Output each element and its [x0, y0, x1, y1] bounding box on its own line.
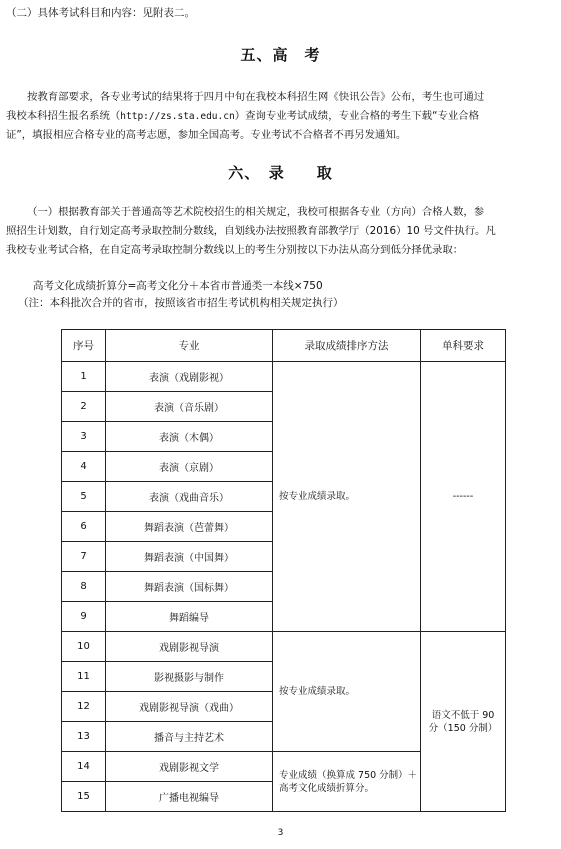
row-number: 12	[62, 692, 106, 722]
ranking-method-group2: 按专业成绩录取。	[273, 632, 421, 752]
score-formula: 高考文化成绩折算分=高考文化分＋本省市普通类一本线×750	[33, 280, 323, 292]
col-header-method: 录取成绩排序方法	[273, 330, 421, 362]
major-name: 戏剧影视导演	[106, 632, 273, 662]
row-number: 13	[62, 722, 106, 752]
subject-requirement-group1: ------	[421, 362, 506, 632]
row-number: 3	[62, 422, 106, 452]
row-number: 6	[62, 512, 106, 542]
row-number: 9	[62, 602, 106, 632]
major-name: 舞蹈表演（芭蕾舞）	[106, 512, 273, 542]
ranking-method-group3	[273, 752, 421, 812]
col-header-requirement: 单科要求	[421, 330, 506, 362]
paragraph-line: 按教育部要求，各专业考试的结果将于四月中旬在我校本科招生网《快讯公告》公布，考生也可通过	[27, 91, 485, 103]
subject-requirement-group2	[421, 632, 506, 812]
row-number: 4	[62, 452, 106, 482]
major-name: 舞蹈表演（中国舞）	[106, 542, 273, 572]
row-number: 10	[62, 632, 106, 662]
row-number: 14	[62, 752, 106, 782]
paragraph-line: 我校专业考试合格，在自定高考录取控制分数线以上的考生分别按以下办法从高分到低分择优录取：	[6, 244, 464, 256]
subsection-line: （二）具体考试科目和内容：见附表二。	[6, 7, 195, 19]
major-name: 表演（京剧）	[106, 452, 273, 482]
major-name: 表演（音乐剧）	[106, 392, 273, 422]
col-header-no: 序号	[62, 330, 106, 362]
ranking-method-group1: 按专业成绩录取。	[273, 362, 421, 632]
row-number: 7	[62, 542, 106, 572]
row-number: 2	[62, 392, 106, 422]
paragraph-line: 我校本科招生报名系统（http://zs.sta.edu.cn）查询专业考试成绩，专业合格的考生下载“专业合格	[6, 110, 480, 122]
table-row	[62, 632, 506, 662]
major-name: 广播电视编导	[106, 782, 273, 812]
requirement-line: 分（150 分制）	[428, 722, 498, 734]
row-number: 15	[62, 782, 106, 812]
paragraph-line: （一）根据教育部关于普通高等艺术院校招生的相关规定，我校可根据各专业（方向）合格人数，参	[27, 206, 485, 218]
major-name: 表演（木偶）	[106, 422, 273, 452]
paragraph-line: 证”，填报相应合格专业的高考志愿，参加全国高考。专业考试不合格者不再另发通知。	[6, 129, 407, 141]
major-name: 舞蹈表演（国标舞）	[106, 572, 273, 602]
row-number: 8	[62, 572, 106, 602]
col-header-major: 专业	[106, 330, 273, 362]
row-number: 1	[62, 362, 106, 392]
paragraph-gaokao	[6, 88, 556, 145]
method-line: 专业成绩（换算成 750 分制）＋	[279, 769, 418, 781]
major-name: 影视摄影与制作	[106, 662, 273, 692]
page-number: 3	[277, 828, 284, 838]
table-row	[62, 362, 506, 392]
enrollment-system-url[interactable]: http://zs.sta.edu.cn	[120, 111, 235, 122]
major-name: 表演（戏曲音乐）	[106, 482, 273, 512]
table-header-row	[62, 330, 506, 362]
row-number: 5	[62, 482, 106, 512]
paragraph-admission	[6, 203, 556, 260]
major-name: 播音与主持艺术	[106, 722, 273, 752]
paragraph-line: 照招生计划数，自行划定高考录取控制分数线，自划线办法按照教育部教学厅（2016）10 号文件执行。凡	[6, 225, 496, 237]
admission-table	[61, 329, 506, 812]
row-number: 11	[62, 662, 106, 692]
batch-note: （注：本科批次合并的省市，按照该省市招生考试机构相关规定执行）	[18, 297, 344, 309]
major-name: 戏剧影视文学	[106, 752, 273, 782]
method-line: 高考文化成绩折算分。	[279, 782, 375, 794]
section-title-admission: 六、 录 取	[228, 164, 333, 182]
major-name: 舞蹈编导	[106, 602, 273, 632]
major-name: 表演（戏剧影视）	[106, 362, 273, 392]
major-name: 戏剧影视导演（戏曲）	[106, 692, 273, 722]
section-title-gaokao: 五、高 考	[240, 46, 321, 64]
requirement-line: 语文不低于 90	[431, 709, 495, 721]
